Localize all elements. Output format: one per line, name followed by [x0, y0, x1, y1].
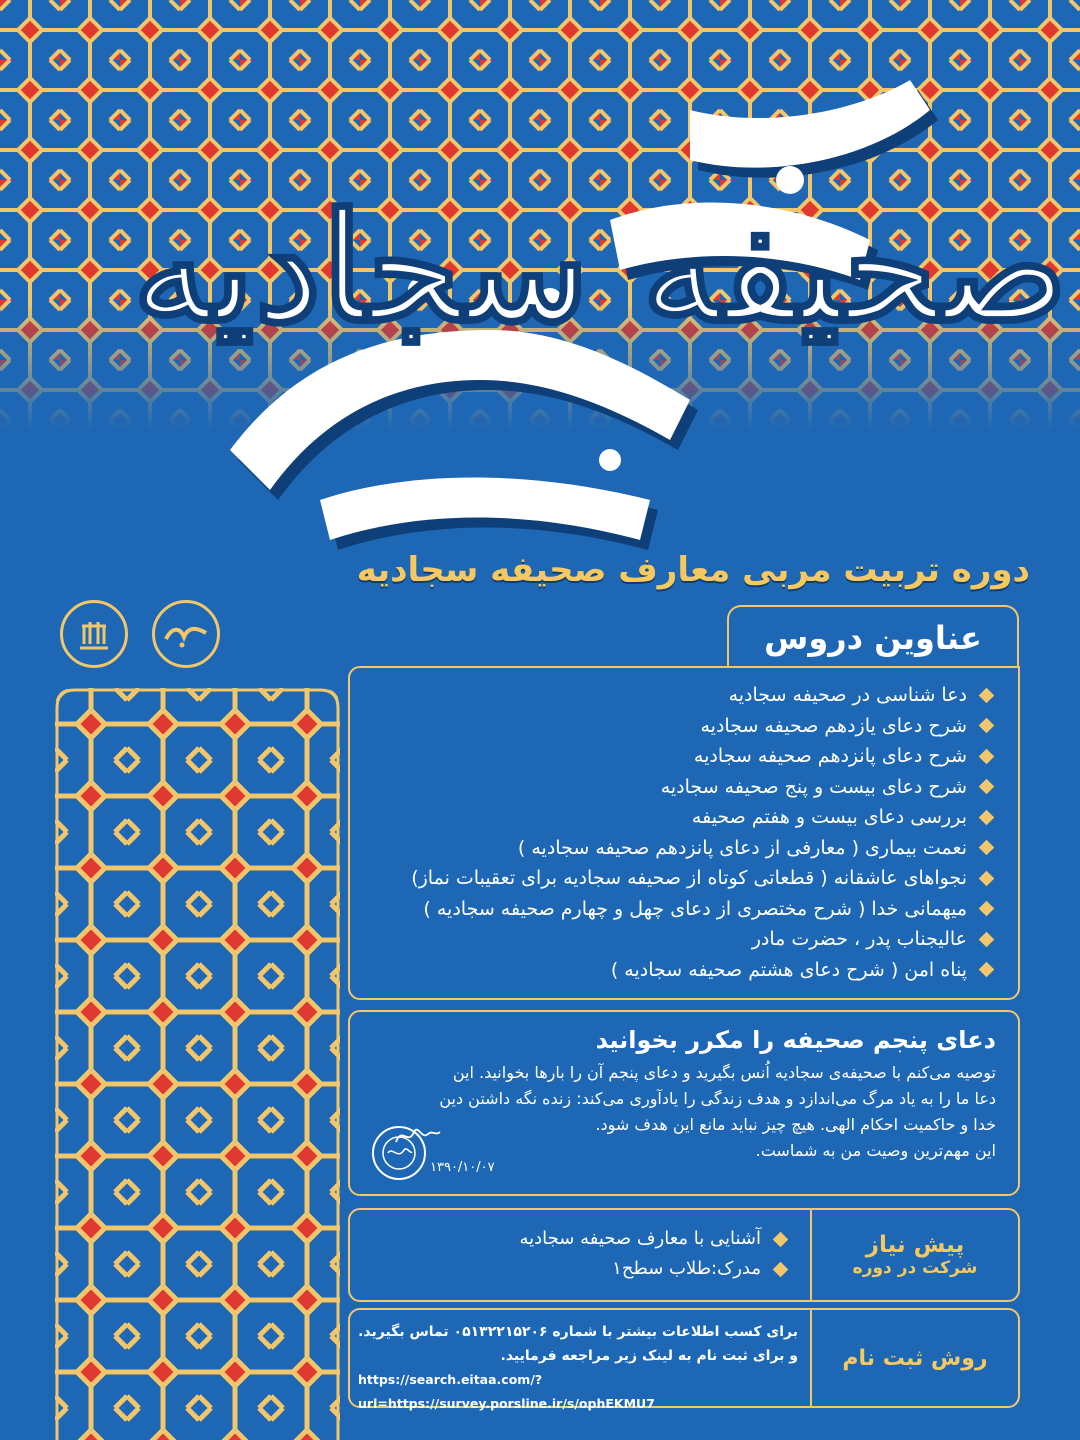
diamond-bullet-icon	[979, 779, 995, 795]
diamond-bullet-icon	[979, 718, 995, 734]
list-item: دعا شناسی در صحیفه سجادیه	[360, 680, 992, 711]
prerequisites-list	[519, 1224, 786, 1284]
list-item: میهمانی خدا ( شرح مختصری از دعای چهل و چهارم صحیفه سجادیه )	[360, 894, 992, 925]
diamond-bullet-icon	[773, 1261, 789, 1277]
diamond-bullet-icon	[979, 748, 995, 764]
list-item: نعمت بیماری ( معارفی از دعای پانزدهم صحیفه سجادیه )	[360, 833, 992, 864]
diamond-bullet-icon	[979, 901, 995, 917]
prerequisites-box	[348, 1208, 1020, 1302]
advice-title: دعای پنجم صحیفه را مکرر بخوانید	[595, 1026, 996, 1054]
registration-line2: و برای ثبت نام به لینک زیر مراجعه فرمایید.	[500, 1348, 798, 1364]
prerequisites-label	[810, 1210, 1018, 1300]
porsman-wordmark-icon	[162, 619, 210, 649]
registration-link[interactable]: https://search.eitaa.com/?url=https://survey.porsline.ir/s/ophEKMU7	[358, 1372, 655, 1411]
list-item: مدرک:طلاب سطح۱	[519, 1254, 786, 1284]
diamond-bullet-icon	[773, 1231, 789, 1247]
diamond-bullet-icon	[979, 870, 995, 886]
list-item: بررسی دعای بیست و هفتم صحیفه	[360, 802, 992, 833]
registration-box	[348, 1308, 1020, 1411]
diamond-bullet-icon	[979, 962, 995, 978]
lessons-list	[350, 668, 1018, 985]
handwritten-signature-icon	[392, 1120, 442, 1150]
lessons-box	[348, 666, 1020, 1000]
list-item: شرح دعای بیست و پنج صحیفه سجادیه	[360, 772, 992, 803]
emblem-icon	[74, 614, 114, 654]
diamond-bullet-icon	[979, 809, 995, 825]
porsman-logo	[152, 600, 220, 668]
calligraphy-text: صحیفه سجادیه	[132, 180, 1068, 356]
prerequisites-label-line2: شرکت در دوره	[852, 1258, 978, 1278]
list-item: شرح دعای یازدهم صحیفه سجادیه	[360, 711, 992, 742]
prerequisites-label-line1: پیش نیاز	[865, 1232, 965, 1258]
list-item: شرح دعای پانزدهم صحیفه سجادیه	[360, 741, 992, 772]
registration-line1: برای کسب اطلاعات بیشتر با شماره ۰۵۱۳۲۲۱۵۲۰۶ تماس بگیرید.	[358, 1324, 798, 1340]
organization-emblem-logo	[60, 600, 128, 668]
list-item: نجواهای عاشقانه ( قطعاتی کوتاه از صحیفه سجادیه برای تعقیبات نماز)	[360, 863, 992, 894]
course-title: دوره تربیت مربی معارف صحیفه سجادیه	[356, 550, 1030, 590]
list-item: عالیجناب پدر ، حضرت مادر	[360, 924, 992, 955]
registration-label: روش ثبت نام	[810, 1310, 1018, 1406]
calligraphy-title	[132, 70, 1068, 550]
diamond-bullet-icon	[979, 687, 995, 703]
advice-line: این مهم‌ترین وصیت من به شماست.	[755, 1141, 996, 1160]
registration-text	[358, 1320, 798, 1416]
diamond-bullet-icon	[979, 931, 995, 947]
list-item: آشنایی با معارف صحیفه سجادیه	[519, 1224, 786, 1254]
advice-line: توصیه می‌کنم با صحیفه‌ی سجادیه اُنس بگیرید و دعای پنجم آن را بارها بخوانید. این	[452, 1063, 996, 1082]
diamond-bullet-icon	[979, 840, 995, 856]
advice-line: دعا ما را به یاد مرگ می‌اندازد و هدف زندگی را یادآوری می‌کند: زنده نگه داشتن دین	[439, 1089, 996, 1108]
advice-body	[372, 1060, 996, 1164]
signature-date: ۱۳۹۰/۱۰/۰۷	[430, 1160, 495, 1175]
advice-line: خدا و حاکمیت احکام الهی. هیچ چیز نباید مانع این هدف شود.	[595, 1115, 996, 1134]
islamic-pattern-left	[55, 688, 340, 1440]
list-item: پناه امن ( شرح دعای هشتم صحیفه سجادیه )	[360, 955, 992, 986]
lessons-heading: عناوین دروس	[727, 605, 1019, 667]
